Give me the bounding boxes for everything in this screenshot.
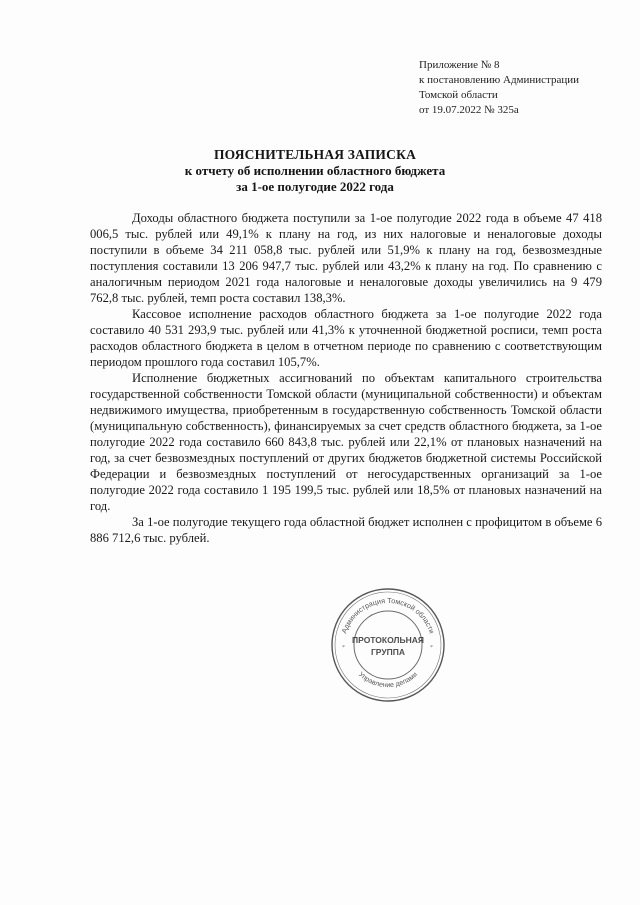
annex-line-3: Томской области [419, 89, 498, 101]
seal-star-right-icon: * [430, 645, 433, 651]
paragraph-surplus: За 1-ое полугодие текущего года областной бюджет исполнен с профицитом в объеме 6 886 712,6 тыс. рублей. [90, 515, 602, 545]
title-line-2: к отчету об исполнении областного бюджета [184, 163, 446, 178]
seal-outer-text-top: Администрация Томской области [339, 595, 437, 635]
paragraph-capital-construction: Исполнение бюджетных ассигнований по объектам капитального строительства государственной собственности Томской области (муниципальной собственности) и объектам недвижимого имущества, приобретенным в государственную собственность Томской области (муниципальную собственность), финансируемых за счет средств областного бюджета, за 1-ое полугодие 2022 года составило 660 843,8 тыс. рублей или 22,1% от плановых назначений на год, за счет безвозмездных поступлений от других бюджетов бюджетной системы Российской Федерации и безвозмездных поступлений от негосударственных организаций за 1-ое полугодие 2022 года составило 1 195 199,5 тыс. рублей или 18,5% от плановых назначений на год. [90, 371, 602, 513]
paragraph-expenditure: Кассовое исполнение расходов областного бюджета за 1-ое полугодие 2022 года составило 40 531 293,9 тыс. рублей или 41,3% к уточненной бюджетной росписи, темп роста расходов областного бюджета в целом в отчетном периоде по сравнению с соответствующим периодом прошлого года составил 105,7%. [90, 307, 602, 369]
annex-line-1: Приложение № 8 [419, 59, 500, 71]
document-body [90, 210, 602, 546]
seal-inner-line-1: ПРОТОКОЛЬНАЯ [352, 635, 424, 645]
annex-block [419, 58, 619, 118]
annex-line-2: к постановлению Администрации [419, 74, 580, 86]
paragraph-revenue: Доходы областного бюджета поступили за 1-ое полугодие 2022 года в объеме 47 418 006,5 тыс. рублей или 49,1% к плану на год, из них налоговые и неналоговые доходы поступили в объеме 34 211 058,8 тыс. рублей или 51,9% к плану на год, безвозмездные поступления составили 13 206 947,7 тыс. рублей или 43,2% к плану на год. По сравнению с аналогичным периодом 2021 года налоговые и неналоговые доходы увеличились на 9 479 762,8 тыс. рублей, темп роста составил 138,3%. [90, 211, 602, 305]
svg-text:Администрация Томской области [339, 596, 436, 635]
seal-star-left-icon: * [342, 645, 345, 651]
title-line-1: ПОЯСНИТЕЛЬНАЯ ЗАПИСКА [213, 147, 417, 162]
title-line-3: за 1-ое полугодие 2022 года [236, 179, 394, 194]
seal-outer-text-bottom: Управление делами [357, 671, 419, 690]
document-title [90, 147, 540, 195]
seal-inner-line-2: ГРУППА [370, 647, 406, 657]
svg-text:Управление делами [357, 671, 419, 689]
annex-line-4: от 19.07.2022 № 325а [419, 104, 519, 116]
official-seal [328, 585, 448, 705]
